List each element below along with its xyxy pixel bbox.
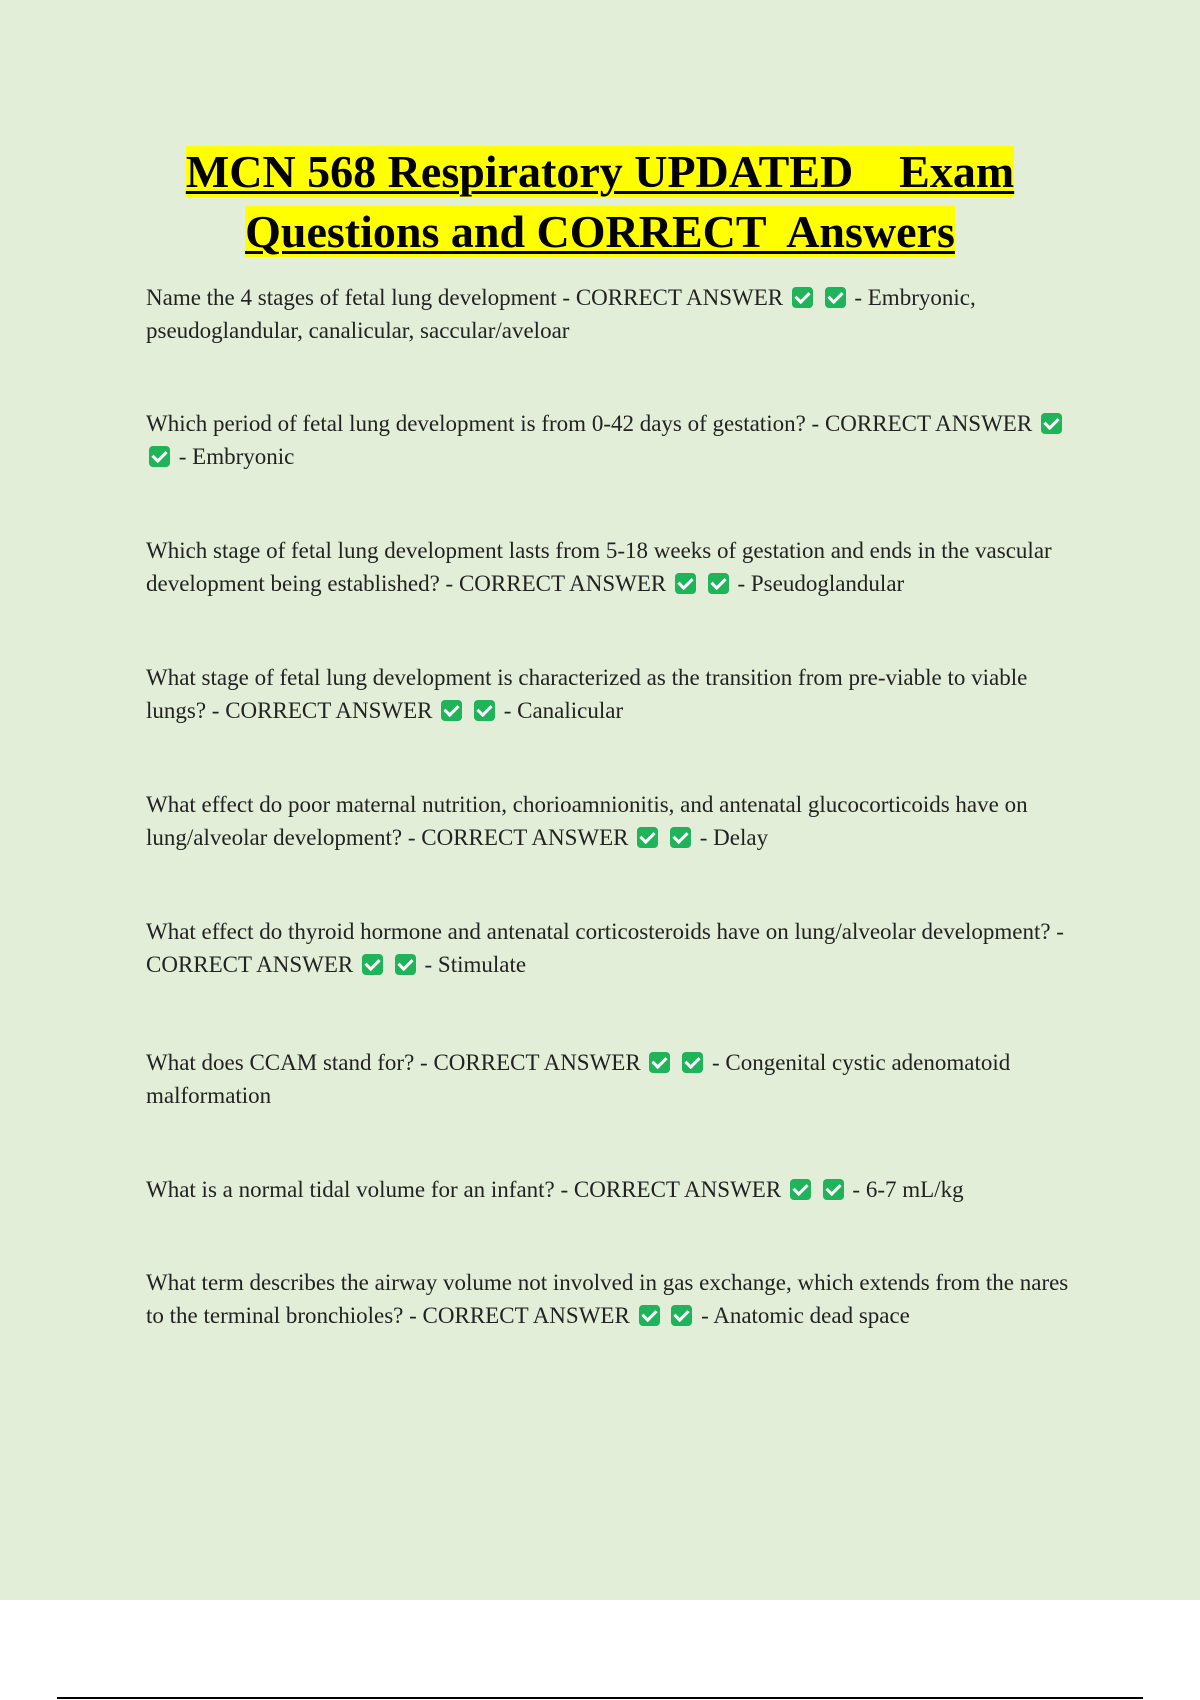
answer-text: - 6-7 mL/kg (852, 1177, 964, 1202)
question-text: What term describes the airway volume not involved in gas exchange, which extends from the nares to the terminal bronchioles? - CORRECT ANSWER (146, 1270, 1069, 1328)
question-text: Name the 4 stages of fetal lung development - CORRECT ANSWER (146, 285, 784, 310)
answer-text: - Embryonic (178, 444, 295, 469)
check-mark-icon (823, 1179, 844, 1200)
answer-text: - Delay (699, 825, 769, 850)
question-text: What is a normal tidal volume for an infant? - CORRECT ANSWER (146, 1177, 782, 1202)
answer-text: - Stimulate (424, 952, 527, 977)
answer-text: - Embryonic, pseudoglandular, canalicular, saccular/aveloar (146, 285, 976, 343)
question-text: What effect do thyroid hormone and antenatal corticosteroids have on lung/alveolar development? - CORRECT ANSWER (146, 919, 1064, 977)
check-mark-icon (792, 287, 813, 308)
qa-item (146, 661, 1086, 727)
check-mark-icon (149, 446, 170, 467)
answer-text: - Anatomic dead space (701, 1303, 910, 1328)
question-text: Which stage of fetal lung development lasts from 5-18 weeks of gestation and ends in the vascular development being established? - CORRECT ANSWER (146, 538, 1052, 596)
question-text: What effect do poor maternal nutrition, chorioamnionitis, and antenatal glucocorticoids have on lung/alveolar development? - CORRECT ANSWER (146, 792, 1028, 850)
check-mark-icon (671, 1305, 692, 1326)
check-mark-icon (474, 700, 495, 721)
check-mark-icon (708, 573, 729, 594)
question-text: Which period of fetal lung development is from 0-42 days of gestation? - CORRECT ANSWER (146, 411, 1033, 436)
title-line-1: MCN 568 Respiratory UPDATED Exam (185, 146, 1015, 197)
answer-text: - Pseudoglandular (737, 571, 905, 596)
check-mark-icon (790, 1179, 811, 1200)
qa-item (146, 915, 1086, 981)
check-mark-icon (637, 827, 658, 848)
question-text: What stage of fetal lung development is characterized as the transition from pre-viable to viable lungs? - CORRECT ANSWER (146, 665, 1028, 723)
qa-item (146, 1266, 1086, 1332)
qa-item (146, 788, 1086, 854)
page-title (0, 142, 1200, 262)
check-mark-icon (825, 287, 846, 308)
check-mark-icon (649, 1052, 670, 1073)
check-mark-icon (441, 700, 462, 721)
answer-text: - Canalicular (503, 698, 624, 723)
qa-item (146, 407, 1086, 473)
check-mark-icon (395, 954, 416, 975)
check-mark-icon (675, 573, 696, 594)
qa-item (146, 281, 1086, 347)
check-mark-icon (639, 1305, 660, 1326)
title-line-2: Questions and CORRECT Answers (245, 206, 955, 257)
check-mark-icon (670, 827, 691, 848)
qa-item (146, 534, 1086, 600)
qa-item (146, 1173, 1086, 1206)
footer-divider (57, 1697, 1143, 1699)
qa-item (146, 1046, 1086, 1112)
check-mark-icon (362, 954, 383, 975)
check-mark-icon (1041, 413, 1062, 434)
check-mark-icon (682, 1052, 703, 1073)
question-text: What does CCAM stand for? - CORRECT ANSWER (146, 1050, 641, 1075)
answer-text: - Congenital cystic adenomatoid malformation (146, 1050, 1011, 1108)
